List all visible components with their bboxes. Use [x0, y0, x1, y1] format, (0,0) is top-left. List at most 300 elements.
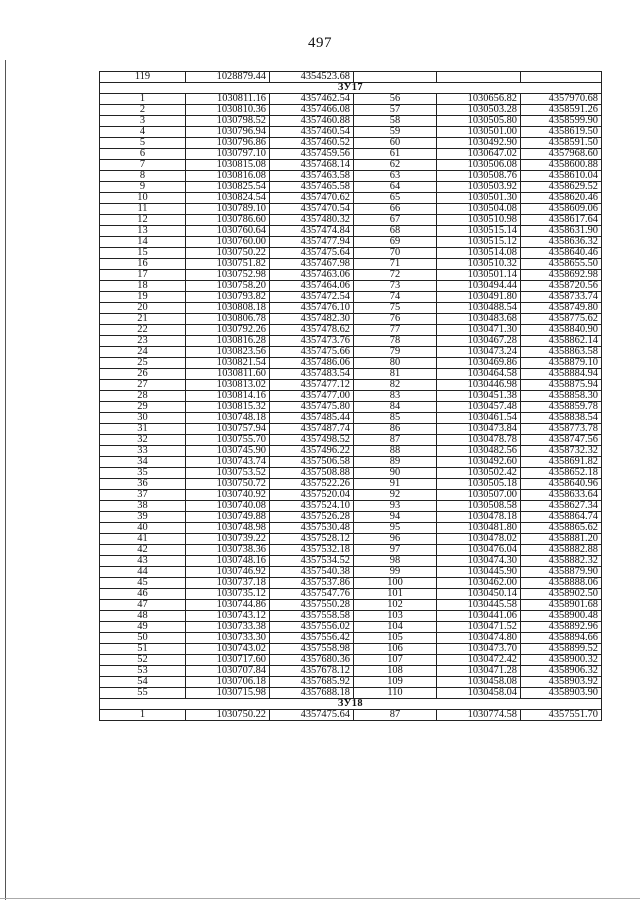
table-row	[100, 215, 602, 226]
point-number-cell: 87	[354, 710, 437, 721]
x-coordinate-cell: 1030473.84	[437, 424, 521, 435]
point-number-cell: 72	[354, 270, 437, 281]
y-coordinate-cell: 4358900.48	[521, 611, 602, 622]
table-row	[100, 259, 602, 270]
table-row	[100, 303, 602, 314]
point-number-cell: 18	[100, 281, 186, 292]
point-number-cell: 63	[354, 171, 437, 182]
x-coordinate-cell: 1030491.80	[437, 292, 521, 303]
x-coordinate-cell: 1030446.98	[437, 380, 521, 391]
table-row	[100, 105, 602, 116]
x-coordinate-cell: 1030445.90	[437, 567, 521, 578]
x-coordinate-cell: 1030445.58	[437, 600, 521, 611]
point-number-cell: 37	[100, 490, 186, 501]
y-coordinate-cell: 4358692.98	[521, 270, 602, 281]
point-number-cell: 22	[100, 325, 186, 336]
x-coordinate-cell: 1030758.20	[186, 281, 270, 292]
x-coordinate-cell: 1030464.58	[437, 369, 521, 380]
table-row	[100, 237, 602, 248]
point-number-cell: 82	[354, 380, 437, 391]
x-coordinate-cell: 1030504.08	[437, 204, 521, 215]
point-number-cell: 3	[100, 116, 186, 127]
point-number-cell: 88	[354, 446, 437, 457]
point-number-cell: 7	[100, 160, 186, 171]
point-number-cell: 73	[354, 281, 437, 292]
x-coordinate-cell: 1030811.60	[186, 369, 270, 380]
point-number-cell: 20	[100, 303, 186, 314]
y-coordinate-cell: 4357460.52	[270, 138, 354, 149]
point-number-cell: 89	[354, 457, 437, 468]
x-coordinate-cell: 1030749.88	[186, 512, 270, 523]
point-number-cell: 71	[354, 259, 437, 270]
y-coordinate-cell: 4357478.62	[270, 325, 354, 336]
y-coordinate-cell: 4358879.90	[521, 567, 602, 578]
table-row	[100, 160, 602, 171]
y-coordinate-cell: 4358652.18	[521, 468, 602, 479]
point-number-cell: 95	[354, 523, 437, 534]
table-row	[100, 138, 602, 149]
x-coordinate-cell: 1030508.76	[437, 171, 521, 182]
y-coordinate-cell: 4358655.50	[521, 259, 602, 270]
x-coordinate-cell: 1030735.12	[186, 589, 270, 600]
x-coordinate-cell: 1030482.56	[437, 446, 521, 457]
table-row	[100, 446, 602, 457]
point-number-cell: 2	[100, 105, 186, 116]
table-row	[100, 369, 602, 380]
x-coordinate-cell: 1030750.22	[186, 710, 270, 721]
y-coordinate-cell: 4358720.56	[521, 281, 602, 292]
table-row	[100, 677, 602, 688]
point-number-cell: 6	[100, 149, 186, 160]
point-number-cell: 99	[354, 567, 437, 578]
y-coordinate-cell: 4358691.82	[521, 457, 602, 468]
point-number-cell: 66	[354, 204, 437, 215]
point-number-cell: 91	[354, 479, 437, 490]
y-coordinate-cell: 4358894.66	[521, 633, 602, 644]
y-coordinate-cell: 4358865.62	[521, 523, 602, 534]
table-row	[100, 501, 602, 512]
y-coordinate-cell: 4358599.90	[521, 116, 602, 127]
point-number-cell: 39	[100, 512, 186, 523]
table-row	[100, 292, 602, 303]
x-coordinate-cell: 1030707.84	[186, 666, 270, 677]
table-row	[100, 72, 602, 83]
y-coordinate-cell: 4357524.10	[270, 501, 354, 512]
y-coordinate-cell: 4358636.32	[521, 237, 602, 248]
x-coordinate-cell: 1030473.70	[437, 644, 521, 655]
x-coordinate-cell: 1030501.00	[437, 127, 521, 138]
x-coordinate-cell: 1030715.98	[186, 688, 270, 699]
y-coordinate-cell: 4358858.30	[521, 391, 602, 402]
y-coordinate-cell: 4357678.12	[270, 666, 354, 677]
table-row	[100, 578, 602, 589]
x-coordinate-cell: 1030815.32	[186, 402, 270, 413]
table-row	[100, 457, 602, 468]
y-coordinate-cell: 4357485.44	[270, 413, 354, 424]
x-coordinate-cell: 1030505.18	[437, 479, 521, 490]
point-number-cell: 27	[100, 380, 186, 391]
x-coordinate-cell: 1030717.60	[186, 655, 270, 666]
y-coordinate-cell: 4358859.78	[521, 402, 602, 413]
point-number-cell: 61	[354, 149, 437, 160]
x-coordinate-cell: 1030471.52	[437, 622, 521, 633]
table-row	[100, 358, 602, 369]
point-number-cell: 57	[354, 105, 437, 116]
table-row	[100, 413, 602, 424]
x-coordinate-cell: 1030743.02	[186, 644, 270, 655]
table-row	[100, 248, 602, 259]
table-row	[100, 171, 602, 182]
y-coordinate-cell: 4357477.00	[270, 391, 354, 402]
x-coordinate-cell: 1030647.02	[437, 149, 521, 160]
x-coordinate-cell: 1030737.18	[186, 578, 270, 589]
y-coordinate-cell: 4358627.34	[521, 501, 602, 512]
x-coordinate-cell: 1030503.92	[437, 182, 521, 193]
table-row	[100, 270, 602, 281]
x-coordinate-cell: 1030798.52	[186, 116, 270, 127]
table-row	[100, 182, 602, 193]
point-number-cell: 67	[354, 215, 437, 226]
table-row	[100, 424, 602, 435]
x-coordinate-cell: 1030733.38	[186, 622, 270, 633]
table-row	[100, 314, 602, 325]
y-coordinate-cell: 4357547.76	[270, 589, 354, 600]
point-number-cell: 15	[100, 248, 186, 259]
y-coordinate-cell: 4357483.54	[270, 369, 354, 380]
x-coordinate-cell: 1030815.08	[186, 160, 270, 171]
y-coordinate-cell: 4357526.28	[270, 512, 354, 523]
table-row	[100, 94, 602, 105]
y-coordinate-cell: 4357477.94	[270, 237, 354, 248]
point-number-cell: 109	[354, 677, 437, 688]
table-row	[100, 325, 602, 336]
point-number-cell: 17	[100, 270, 186, 281]
x-coordinate-cell: 1030752.98	[186, 270, 270, 281]
x-coordinate-cell: 1030450.14	[437, 589, 521, 600]
x-coordinate-cell: 1030508.58	[437, 501, 521, 512]
y-coordinate-cell: 4357475.64	[270, 248, 354, 259]
point-number-cell: 45	[100, 578, 186, 589]
point-number-cell: 78	[354, 336, 437, 347]
point-number-cell: 101	[354, 589, 437, 600]
table-row	[100, 644, 602, 655]
section-header-row	[100, 699, 602, 710]
page-number: 497	[308, 35, 332, 51]
y-coordinate-cell: 4358875.94	[521, 380, 602, 391]
table-row	[100, 281, 602, 292]
x-coordinate-cell: 1030744.86	[186, 600, 270, 611]
y-coordinate-cell: 4357477.12	[270, 380, 354, 391]
point-number-cell: 32	[100, 435, 186, 446]
x-coordinate-cell: 1030789.10	[186, 204, 270, 215]
y-coordinate-cell: 4358640.46	[521, 248, 602, 259]
y-coordinate-cell: 4357534.52	[270, 556, 354, 567]
point-number-cell: 48	[100, 611, 186, 622]
point-number-cell: 54	[100, 677, 186, 688]
table-row	[100, 347, 602, 358]
x-coordinate-cell: 1030473.24	[437, 347, 521, 358]
point-number-cell: 12	[100, 215, 186, 226]
point-number-cell: 52	[100, 655, 186, 666]
x-coordinate-cell: 1030507.00	[437, 490, 521, 501]
y-coordinate-cell: 4358619.50	[521, 127, 602, 138]
y-coordinate-cell: 4358640.96	[521, 479, 602, 490]
table-row	[100, 589, 602, 600]
point-number-cell: 50	[100, 633, 186, 644]
x-coordinate-cell: 1030474.80	[437, 633, 521, 644]
table-row	[100, 567, 602, 578]
point-number-cell: 103	[354, 611, 437, 622]
y-coordinate-cell: 4358840.90	[521, 325, 602, 336]
x-coordinate-cell: 1030746.92	[186, 567, 270, 578]
point-number-cell: 35	[100, 468, 186, 479]
point-number-cell: 56	[354, 94, 437, 105]
point-number-cell: 68	[354, 226, 437, 237]
y-coordinate-cell: 4354523.68	[270, 72, 354, 83]
table-row	[100, 336, 602, 347]
table-row	[100, 622, 602, 633]
point-number-cell: 40	[100, 523, 186, 534]
point-number-cell: 38	[100, 501, 186, 512]
point-number-cell: 41	[100, 534, 186, 545]
y-coordinate-cell: 4358733.74	[521, 292, 602, 303]
y-coordinate-cell: 4357968.60	[521, 149, 602, 160]
y-coordinate-cell: 4358899.52	[521, 644, 602, 655]
point-number-cell: 119	[100, 72, 186, 83]
x-coordinate-cell: 1030514.08	[437, 248, 521, 259]
x-coordinate-cell: 1030748.18	[186, 413, 270, 424]
y-coordinate-cell: 4357460.54	[270, 127, 354, 138]
table-row	[100, 655, 602, 666]
point-number-cell: 30	[100, 413, 186, 424]
point-number-cell: 31	[100, 424, 186, 435]
point-number-cell: 83	[354, 391, 437, 402]
x-coordinate-cell: 1030792.26	[186, 325, 270, 336]
y-coordinate-cell: 4357463.06	[270, 270, 354, 281]
y-coordinate-cell: 4357473.76	[270, 336, 354, 347]
y-coordinate-cell: 4357550.28	[270, 600, 354, 611]
x-coordinate-cell: 1030476.04	[437, 545, 521, 556]
x-coordinate-cell: 1030739.22	[186, 534, 270, 545]
point-number-cell: 98	[354, 556, 437, 567]
point-number-cell: 42	[100, 545, 186, 556]
point-number-cell: 74	[354, 292, 437, 303]
point-number-cell: 25	[100, 358, 186, 369]
x-coordinate-cell: 1030502.42	[437, 468, 521, 479]
point-number-cell: 80	[354, 358, 437, 369]
y-coordinate-cell: 4357467.98	[270, 259, 354, 270]
point-number-cell: 14	[100, 237, 186, 248]
x-coordinate-cell: 1030706.18	[186, 677, 270, 688]
y-coordinate-cell: 4357465.58	[270, 182, 354, 193]
y-coordinate-cell: 4357459.56	[270, 149, 354, 160]
table-row	[100, 512, 602, 523]
y-coordinate-cell: 4357685.92	[270, 677, 354, 688]
point-number-cell: 8	[100, 171, 186, 182]
x-coordinate-cell: 1030458.08	[437, 677, 521, 688]
y-coordinate-cell: 4358903.92	[521, 677, 602, 688]
y-coordinate-cell: 4358884.94	[521, 369, 602, 380]
x-coordinate-cell: 1030738.36	[186, 545, 270, 556]
point-number-cell: 19	[100, 292, 186, 303]
x-coordinate-cell: 1030462.00	[437, 578, 521, 589]
x-coordinate-cell: 1030816.08	[186, 171, 270, 182]
point-number-cell: 87	[354, 435, 437, 446]
point-number-cell: 58	[354, 116, 437, 127]
y-coordinate-cell: 4358749.80	[521, 303, 602, 314]
x-coordinate-cell: 1030488.54	[437, 303, 521, 314]
x-coordinate-cell: 1030503.28	[437, 105, 521, 116]
table-row	[100, 193, 602, 204]
point-number-cell: 75	[354, 303, 437, 314]
point-number-cell: 96	[354, 534, 437, 545]
point-number-cell: 69	[354, 237, 437, 248]
table-row	[100, 204, 602, 215]
point-number-cell: 36	[100, 479, 186, 490]
point-number-cell: 110	[354, 688, 437, 699]
x-coordinate-cell: 1030471.30	[437, 325, 521, 336]
y-coordinate-cell: 4358862.14	[521, 336, 602, 347]
x-coordinate-cell: 1030751.82	[186, 259, 270, 270]
table-row	[100, 490, 602, 501]
y-coordinate-cell: 4358902.50	[521, 589, 602, 600]
x-coordinate-cell: 1030760.64	[186, 226, 270, 237]
x-coordinate-cell: 1030481.80	[437, 523, 521, 534]
y-coordinate-cell: 4357537.86	[270, 578, 354, 589]
y-coordinate-cell: 4357476.10	[270, 303, 354, 314]
y-coordinate-cell: 4357556.02	[270, 622, 354, 633]
point-number-cell: 33	[100, 446, 186, 457]
point-number-cell: 108	[354, 666, 437, 677]
table-row	[100, 666, 602, 677]
table-row	[100, 710, 602, 721]
x-coordinate-cell: 1030797.10	[186, 149, 270, 160]
x-coordinate-cell: 1030774.58	[437, 710, 521, 721]
x-coordinate-cell: 1030501.30	[437, 193, 521, 204]
x-coordinate-cell: 1030743.74	[186, 457, 270, 468]
x-coordinate-cell: 1030796.86	[186, 138, 270, 149]
y-coordinate-cell: 4357558.98	[270, 644, 354, 655]
page-bottom-edge	[0, 898, 640, 899]
y-coordinate-cell: 4357530.48	[270, 523, 354, 534]
point-number-cell: 102	[354, 600, 437, 611]
x-coordinate-cell: 1030733.30	[186, 633, 270, 644]
x-coordinate-cell: 1030515.12	[437, 237, 521, 248]
point-number-cell: 100	[354, 578, 437, 589]
y-coordinate-cell: 4357463.58	[270, 171, 354, 182]
point-number-cell: 76	[354, 314, 437, 325]
table-row	[100, 688, 602, 699]
y-coordinate-cell: 4357468.14	[270, 160, 354, 171]
x-coordinate-cell: 1030814.16	[186, 391, 270, 402]
point-number-cell: 16	[100, 259, 186, 270]
point-number-cell: 24	[100, 347, 186, 358]
point-number-cell: 1	[100, 710, 186, 721]
y-coordinate-cell: 4358775.62	[521, 314, 602, 325]
point-number-cell: 46	[100, 589, 186, 600]
point-number-cell: 65	[354, 193, 437, 204]
x-coordinate-cell: 1030471.28	[437, 666, 521, 677]
y-coordinate-cell: 4358631.90	[521, 226, 602, 237]
point-number-cell: 70	[354, 248, 437, 259]
table-row	[100, 226, 602, 237]
x-coordinate-cell: 1030816.28	[186, 336, 270, 347]
point-number-cell: 79	[354, 347, 437, 358]
y-coordinate-cell: 4358882.32	[521, 556, 602, 567]
table-row	[100, 391, 602, 402]
point-number-cell: 62	[354, 160, 437, 171]
x-coordinate-cell: 1030478.02	[437, 534, 521, 545]
y-coordinate-cell: 4358863.58	[521, 347, 602, 358]
x-coordinate-cell: 1030451.38	[437, 391, 521, 402]
table-row	[100, 149, 602, 160]
x-coordinate-cell: 1030810.36	[186, 105, 270, 116]
table-row	[100, 545, 602, 556]
x-coordinate-cell: 1030823.56	[186, 347, 270, 358]
x-coordinate-cell: 1030757.94	[186, 424, 270, 435]
y-coordinate-cell: 4358864.74	[521, 512, 602, 523]
point-number-cell: 92	[354, 490, 437, 501]
point-number-cell: 105	[354, 633, 437, 644]
table-row	[100, 479, 602, 490]
point-number-cell	[354, 72, 437, 83]
y-coordinate-cell: 4357475.80	[270, 402, 354, 413]
point-number-cell: 10	[100, 193, 186, 204]
y-coordinate-cell: 4357522.26	[270, 479, 354, 490]
point-number-cell: 44	[100, 567, 186, 578]
point-number-cell: 77	[354, 325, 437, 336]
x-coordinate-cell: 1030656.82	[437, 94, 521, 105]
table-row	[100, 380, 602, 391]
y-coordinate-cell: 4357464.06	[270, 281, 354, 292]
y-coordinate-cell: 4358879.10	[521, 358, 602, 369]
point-number-cell: 47	[100, 600, 186, 611]
table-row	[100, 523, 602, 534]
x-coordinate-cell: 1030811.16	[186, 94, 270, 105]
table-row	[100, 600, 602, 611]
point-number-cell: 64	[354, 182, 437, 193]
point-number-cell: 49	[100, 622, 186, 633]
y-coordinate-cell: 4357680.36	[270, 655, 354, 666]
x-coordinate-cell: 1030748.16	[186, 556, 270, 567]
y-coordinate-cell: 4358591.50	[521, 138, 602, 149]
table-row	[100, 127, 602, 138]
x-coordinate-cell: 1030458.04	[437, 688, 521, 699]
table-row	[100, 556, 602, 567]
table-row	[100, 534, 602, 545]
y-coordinate-cell: 4357475.66	[270, 347, 354, 358]
point-number-cell: 85	[354, 413, 437, 424]
x-coordinate-cell: 1030457.48	[437, 402, 521, 413]
x-coordinate-cell: 1030796.94	[186, 127, 270, 138]
x-coordinate-cell: 1030472.42	[437, 655, 521, 666]
x-coordinate-cell: 1030441.06	[437, 611, 521, 622]
y-coordinate-cell: 4357506.58	[270, 457, 354, 468]
y-coordinate-cell: 4357475.64	[270, 710, 354, 721]
point-number-cell: 81	[354, 369, 437, 380]
y-coordinate-cell: 4357474.84	[270, 226, 354, 237]
x-coordinate-cell: 1030808.18	[186, 303, 270, 314]
point-number-cell: 34	[100, 457, 186, 468]
x-coordinate-cell: 1030825.54	[186, 182, 270, 193]
y-coordinate-cell: 4358747.56	[521, 435, 602, 446]
x-coordinate-cell: 1028879.44	[186, 72, 270, 83]
y-coordinate-cell: 4357482.30	[270, 314, 354, 325]
y-coordinate-cell: 4358617.64	[521, 215, 602, 226]
point-number-cell: 1	[100, 94, 186, 105]
y-coordinate-cell: 4358881.20	[521, 534, 602, 545]
x-coordinate-cell: 1030753.52	[186, 468, 270, 479]
